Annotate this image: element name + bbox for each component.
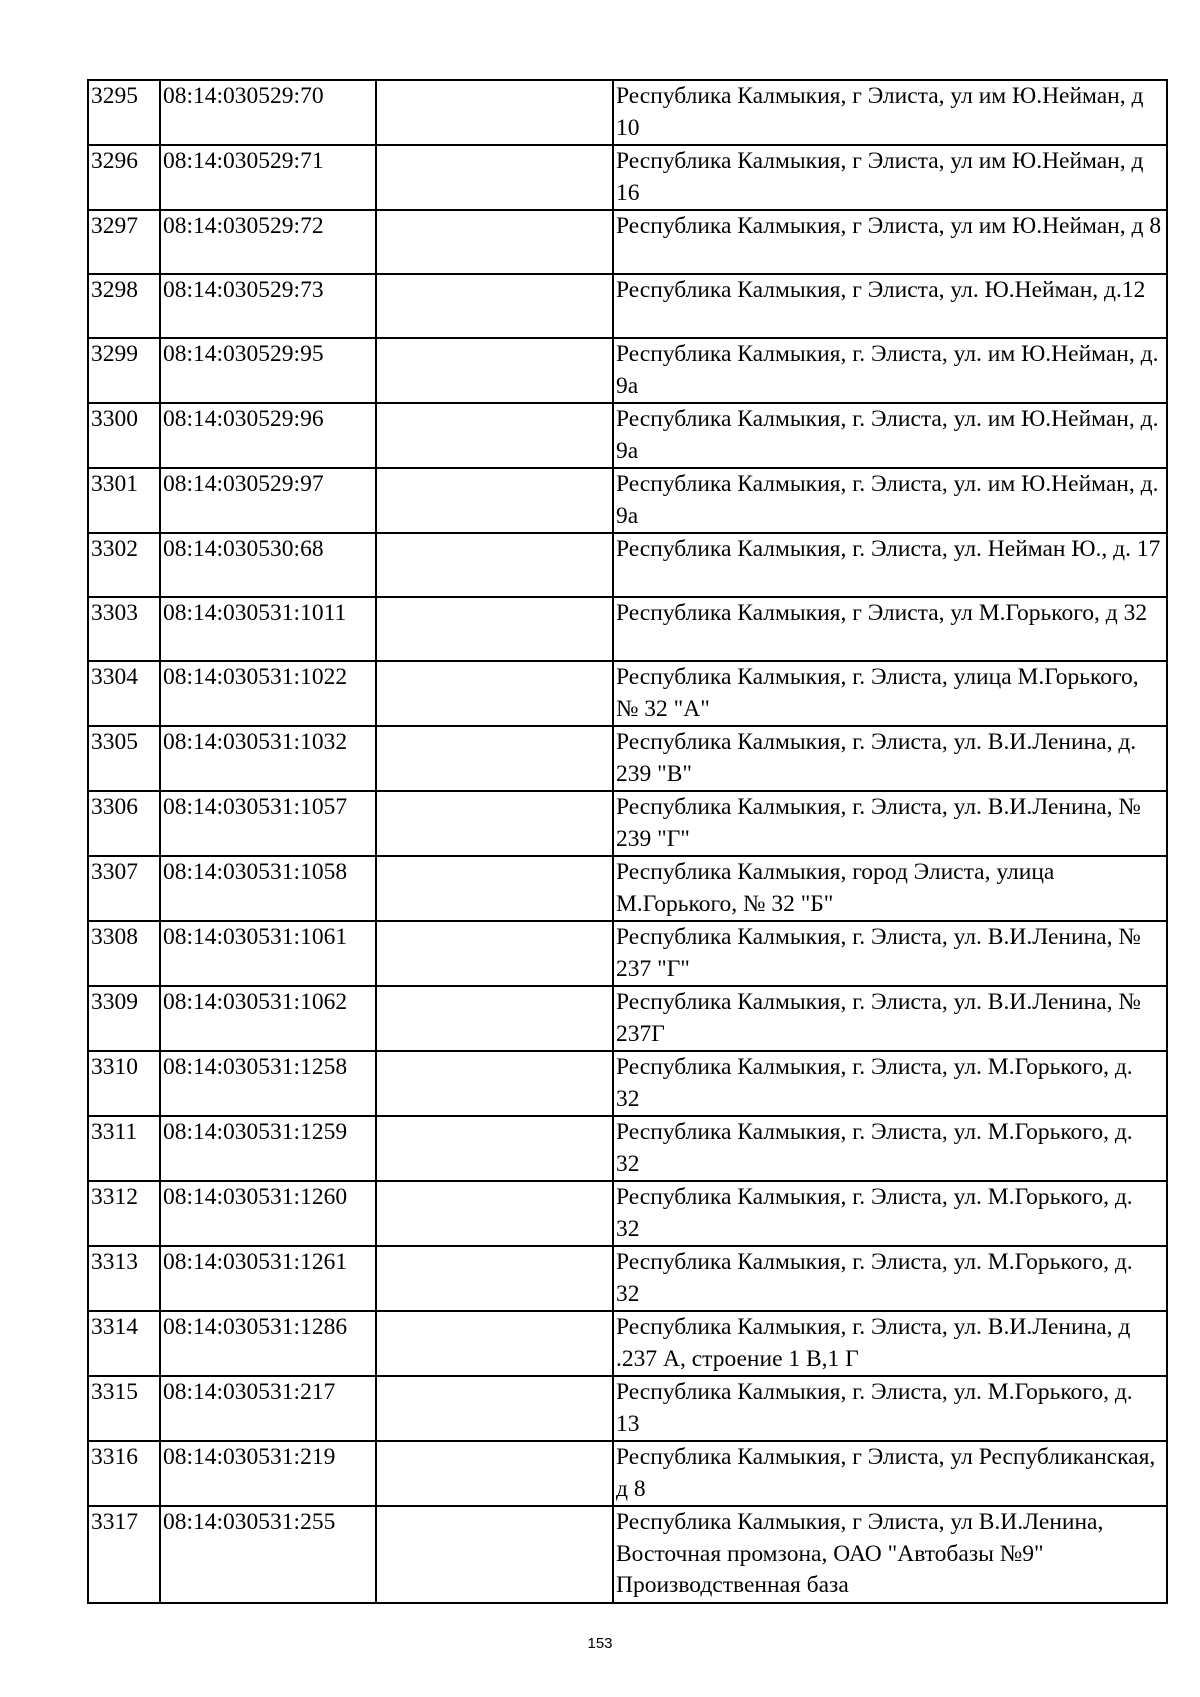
cadastral-number: 08:14:030530:68 (160, 533, 376, 597)
row-number: 3304 (88, 661, 160, 726)
address: Республика Калмыкия, г. Элиста, ул. М.Горького, д. 32 (613, 1051, 1167, 1116)
address: Республика Калмыкия, г Элиста, ул. Ю.Нейман, д.12 (613, 274, 1167, 338)
table-row (88, 1181, 1167, 1246)
cadastral-number: 08:14:030531:1261 (160, 1246, 376, 1311)
address: Республика Калмыкия, г. Элиста, ул. В.И.Ленина, № 237Г (613, 986, 1167, 1051)
row-number: 3298 (88, 274, 160, 338)
address: Республика Калмыкия, г Элиста, ул им Ю.Нейман, д 16 (613, 145, 1167, 210)
row-number: 3305 (88, 726, 160, 791)
empty-cell (376, 338, 613, 403)
table-row (88, 986, 1167, 1051)
address: Республика Калмыкия, г. Элиста, ул. М.Горького, д. 32 (613, 1116, 1167, 1181)
registry-table (87, 79, 1168, 1604)
address: Республика Калмыкия, г. Элиста, ул. В.И.Ленина, д .237 А, строение 1 В,1 Г (613, 1311, 1167, 1376)
address: Республика Калмыкия, г Элиста, ул В.И.Ленина, Восточная промзона, ОАО "Автобазы №9" Производственная база (613, 1506, 1167, 1603)
cadastral-number: 08:14:030531:1032 (160, 726, 376, 791)
empty-cell (376, 726, 613, 791)
address: Республика Калмыкия, г. Элиста, улица М.Горького, № 32 "А" (613, 661, 1167, 726)
row-number: 3314 (88, 1311, 160, 1376)
row-number: 3309 (88, 986, 160, 1051)
table-row (88, 1311, 1167, 1376)
empty-cell (376, 1506, 613, 1603)
address: Республика Калмыкия, город Элиста, улица М.Горького, № 32 "Б" (613, 856, 1167, 921)
row-number: 3296 (88, 145, 160, 210)
table-row (88, 403, 1167, 468)
table-row (88, 1246, 1167, 1311)
address: Республика Калмыкия, г. Элиста, ул. М.Горького, д. 13 (613, 1376, 1167, 1441)
row-number: 3307 (88, 856, 160, 921)
address: Республика Калмыкия, г Элиста, ул им Ю.Нейман, д 10 (613, 80, 1167, 145)
table-row (88, 1506, 1167, 1603)
address: Республика Калмыкия, г. Элиста, ул. М.Горького, д. 32 (613, 1181, 1167, 1246)
address: Республика Калмыкия, г. Элиста, ул. В.И.Ленина, д. 239 "В" (613, 726, 1167, 791)
table-row (88, 661, 1167, 726)
empty-cell (376, 1116, 613, 1181)
address: Республика Калмыкия, г. Элиста, ул. В.И.Ленина, № 239 "Г" (613, 791, 1167, 856)
address: Республика Калмыкия, г Элиста, ул Республиканская, д 8 (613, 1441, 1167, 1506)
cadastral-number: 08:14:030531:1057 (160, 791, 376, 856)
cadastral-number: 08:14:030529:72 (160, 210, 376, 274)
table-row (88, 726, 1167, 791)
table-row (88, 274, 1167, 338)
address: Республика Калмыкия, г. Элиста, ул. М.Горького, д. 32 (613, 1246, 1167, 1311)
empty-cell (376, 145, 613, 210)
row-number: 3306 (88, 791, 160, 856)
empty-cell (376, 1441, 613, 1506)
empty-cell (376, 1376, 613, 1441)
row-number: 3300 (88, 403, 160, 468)
address: Республика Калмыкия, г. Элиста, ул. Нейман Ю., д. 17 (613, 533, 1167, 597)
address: Республика Калмыкия, г. Элиста, ул. В.И.Ленина, № 237 "Г" (613, 921, 1167, 986)
cadastral-number: 08:14:030531:1259 (160, 1116, 376, 1181)
table-row (88, 921, 1167, 986)
cadastral-number: 08:14:030531:1260 (160, 1181, 376, 1246)
empty-cell (376, 1181, 613, 1246)
cadastral-number: 08:14:030531:1258 (160, 1051, 376, 1116)
table-row (88, 1116, 1167, 1181)
cadastral-number: 08:14:030531:1058 (160, 856, 376, 921)
table-row (88, 338, 1167, 403)
table-row (88, 468, 1167, 533)
row-number: 3315 (88, 1376, 160, 1441)
table-row (88, 856, 1167, 921)
empty-cell (376, 1246, 613, 1311)
row-number: 3297 (88, 210, 160, 274)
cadastral-number: 08:14:030531:255 (160, 1506, 376, 1603)
address: Республика Калмыкия, г. Элиста, ул. им Ю.Нейман, д. 9а (613, 338, 1167, 403)
table-row (88, 597, 1167, 661)
empty-cell (376, 1311, 613, 1376)
row-number: 3308 (88, 921, 160, 986)
table-row (88, 791, 1167, 856)
row-number: 3295 (88, 80, 160, 145)
address: Республика Калмыкия, г Элиста, ул М.Горького, д 32 (613, 597, 1167, 661)
empty-cell (376, 274, 613, 338)
empty-cell (376, 80, 613, 145)
cadastral-number: 08:14:030531:1286 (160, 1311, 376, 1376)
cadastral-number: 08:14:030529:95 (160, 338, 376, 403)
empty-cell (376, 597, 613, 661)
registry-table-body (88, 80, 1167, 1603)
address: Республика Калмыкия, г. Элиста, ул. им Ю.Нейман, д. 9а (613, 468, 1167, 533)
table-row (88, 210, 1167, 274)
address: Республика Калмыкия, г Элиста, ул им Ю.Нейман, д 8 (613, 210, 1167, 274)
cadastral-number: 08:14:030529:73 (160, 274, 376, 338)
empty-cell (376, 210, 613, 274)
row-number: 3303 (88, 597, 160, 661)
table-row (88, 1051, 1167, 1116)
cadastral-number: 08:14:030529:97 (160, 468, 376, 533)
empty-cell (376, 403, 613, 468)
row-number: 3313 (88, 1246, 160, 1311)
cadastral-number: 08:14:030531:219 (160, 1441, 376, 1506)
page-number: 153 (587, 1635, 613, 1652)
table-row (88, 1376, 1167, 1441)
row-number: 3299 (88, 338, 160, 403)
row-number: 3310 (88, 1051, 160, 1116)
cadastral-number: 08:14:030531:1062 (160, 986, 376, 1051)
row-number: 3316 (88, 1441, 160, 1506)
row-number: 3301 (88, 468, 160, 533)
empty-cell (376, 921, 613, 986)
empty-cell (376, 533, 613, 597)
table-row (88, 145, 1167, 210)
cadastral-number: 08:14:030529:96 (160, 403, 376, 468)
cadastral-number: 08:14:030531:1061 (160, 921, 376, 986)
cadastral-number: 08:14:030531:1022 (160, 661, 376, 726)
cadastral-number: 08:14:030529:71 (160, 145, 376, 210)
row-number: 3317 (88, 1506, 160, 1603)
empty-cell (376, 661, 613, 726)
empty-cell (376, 468, 613, 533)
table-row (88, 80, 1167, 145)
empty-cell (376, 856, 613, 921)
empty-cell (376, 791, 613, 856)
table-row (88, 533, 1167, 597)
row-number: 3312 (88, 1181, 160, 1246)
row-number: 3311 (88, 1116, 160, 1181)
address: Республика Калмыкия, г. Элиста, ул. им Ю.Нейман, д. 9а (613, 403, 1167, 468)
empty-cell (376, 1051, 613, 1116)
empty-cell (376, 986, 613, 1051)
cadastral-number: 08:14:030531:217 (160, 1376, 376, 1441)
cadastral-number: 08:14:030529:70 (160, 80, 376, 145)
row-number: 3302 (88, 533, 160, 597)
cadastral-number: 08:14:030531:1011 (160, 597, 376, 661)
table-row (88, 1441, 1167, 1506)
